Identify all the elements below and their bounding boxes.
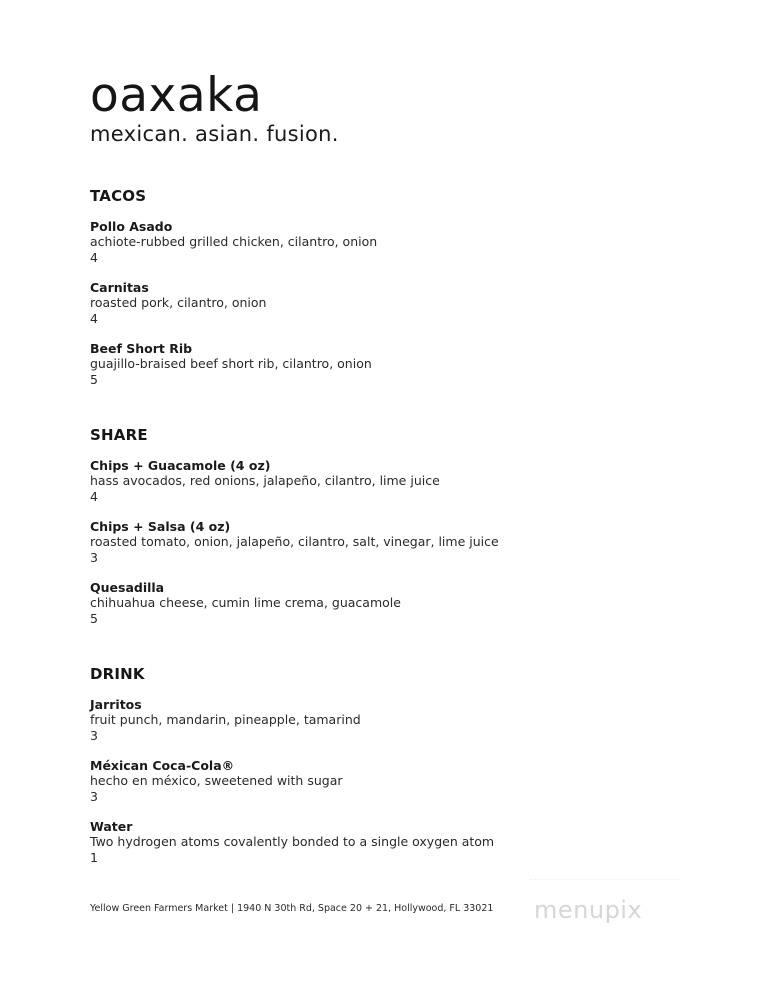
item-description: achiote-rubbed grilled chicken, cilantro, onion (90, 234, 378, 249)
item-description: hass avocados, red onions, jalapeño, cilantro, lime juice (90, 473, 440, 488)
item-name: Beef Short Rib (90, 341, 193, 356)
section-share (90, 426, 499, 641)
item-description: Two hydrogen atoms covalently bonded to a single oxygen atom (90, 834, 495, 849)
menu-item (90, 458, 499, 505)
menu-item (90, 519, 499, 566)
menu-item (90, 580, 499, 627)
item-name: Pollo Asado (90, 219, 173, 234)
section-drink (90, 665, 494, 880)
item-description: guajillo-braised beef short rib, cilantro, onion (90, 356, 372, 371)
section-tacos (90, 187, 377, 402)
footer-address: Yellow Green Farmers Market | 1940 N 30th Rd, Space 20 + 21, Hollywood, FL 33021 (90, 903, 494, 914)
menu-item (90, 819, 494, 866)
section-title: SHARE (90, 426, 148, 444)
item-description: roasted tomato, onion, jalapeño, cilantro, salt, vinegar, lime juice (90, 534, 499, 549)
item-price: 4 (90, 311, 98, 326)
item-name: Quesadilla (90, 580, 165, 595)
item-description: chihuahua cheese, cumin lime crema, guacamole (90, 595, 401, 610)
menu-item (90, 280, 377, 327)
section-title: DRINK (90, 665, 145, 683)
item-description: hecho en méxico, sweetened with sugar (90, 773, 343, 788)
menu-item (90, 341, 377, 388)
item-description: fruit punch, mandarin, pineapple, tamarind (90, 712, 361, 727)
menu-item (90, 758, 494, 805)
item-price: 4 (90, 489, 98, 504)
menu-item (90, 697, 494, 744)
item-price: 4 (90, 250, 98, 265)
item-price: 3 (90, 550, 98, 565)
item-price: 3 (90, 728, 98, 743)
item-description: roasted pork, cilantro, onion (90, 295, 267, 310)
restaurant-name: oaxaka (90, 68, 263, 123)
item-price: 3 (90, 789, 98, 804)
watermark-decoration (530, 879, 680, 888)
item-name: Carnitas (90, 280, 149, 295)
section-title: TACOS (90, 187, 147, 205)
menu-item (90, 219, 377, 266)
item-price: 5 (90, 372, 98, 387)
item-price: 5 (90, 611, 98, 626)
item-name: Chips + Salsa (4 oz) (90, 519, 231, 534)
item-name: Chips + Guacamole (4 oz) (90, 458, 271, 473)
item-name: Water (90, 819, 133, 834)
item-name: Méxican Coca-Cola® (90, 758, 235, 773)
watermark-logo: menupix (534, 896, 643, 924)
item-name: Jarritos (90, 697, 142, 712)
item-price: 1 (90, 850, 98, 865)
restaurant-tagline: mexican. asian. fusion. (90, 122, 339, 146)
